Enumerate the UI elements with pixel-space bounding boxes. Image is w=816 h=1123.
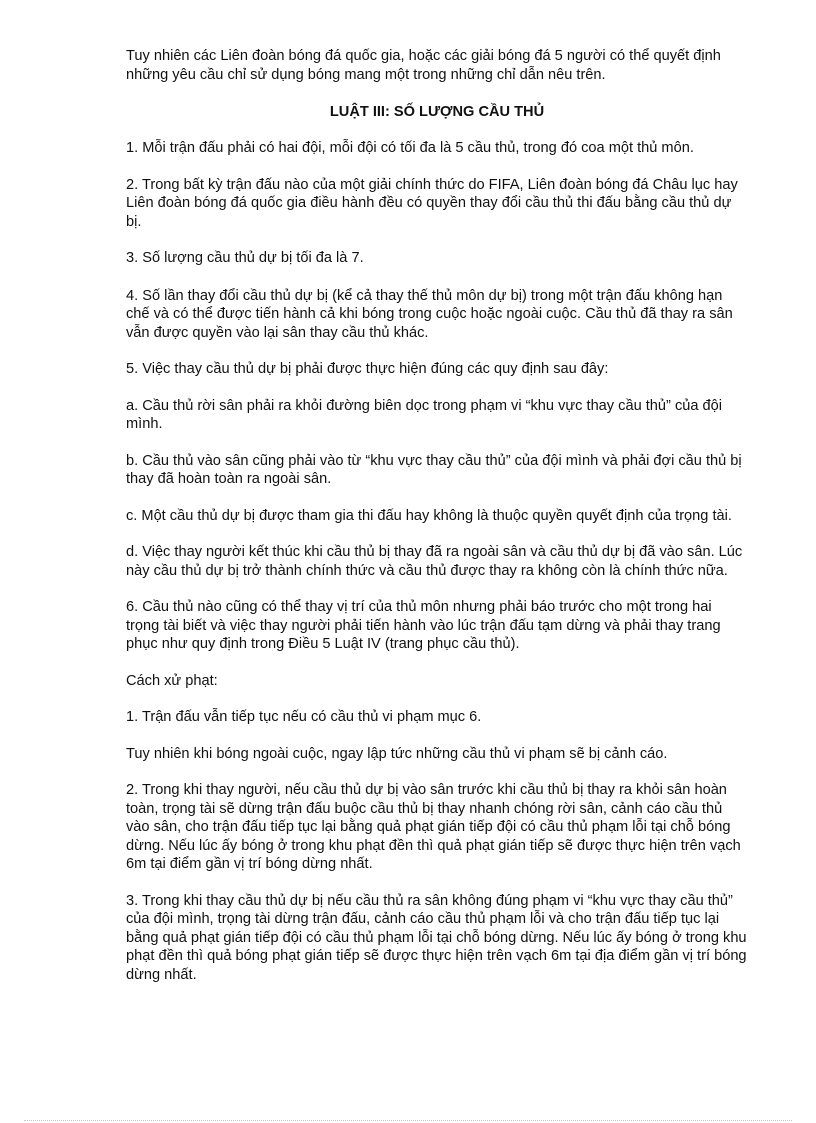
paragraph-5: 5. Việc thay cầu thủ dự bị phải được thực hiện đúng các quy định sau đây: xyxy=(126,361,609,377)
penalty-heading: Cách xử phạt: xyxy=(126,672,218,689)
paragraph-5d: d. Việc thay người kết thúc khi cầu thủ bị thay đã ra ngoài sân và cầu thủ dự bị đã vào sân. Lúc này cầu thủ dự bị trở thành chính thức và cầu thủ được thay ra không còn là chính thức nữa. xyxy=(126,544,743,579)
paragraph-1: 1. Mỗi trận đấu phải có hai đội, mỗi đội có tối đa là 5 cầu thủ, trong đó coa một thủ môn. xyxy=(126,140,694,156)
penalty-3: 3. Trong khi thay cầu thủ dự bị nếu cầu thủ ra sân không đúng phạm vi “khu vực thay cầu thủ” của đội mình, trọng tài dừng trận đấu, cảnh cáo cầu thủ phạm lỗi và cho trận đấu tiếp tục lại bằng quả phạt gián tiếp đội có cầu thủ phạm lỗi tại chỗ bóng dừng. Nếu lúc ấy bóng ở trong khu phạt đền thì quả bóng phạt gián tiếp sẽ được thực hiện trên vạch 6m tại địa điểm gần vị trí bóng dừng nhất. xyxy=(126,892,747,983)
document-page xyxy=(126,47,748,984)
paragraph-5a: a. Cầu thủ rời sân phải ra khỏi đường biên dọc trong phạm vi “khu vực thay cầu thủ” của đội mình. xyxy=(126,397,722,432)
penalty-1: 1. Trận đấu vẫn tiếp tục nếu có cầu thủ vi phạm mục 6. xyxy=(126,709,482,725)
paragraph-2: 2. Trong bất kỳ trận đấu nào của một giải chính thức do FIFA, Liên đoàn bóng đá Châu lục hay Liên đoàn bóng đá quốc gia điều hành đều có quyền thay đổi cầu thủ thi đấu bằng cầu thủ dự bị. xyxy=(126,176,738,230)
paragraph-4: 4. Số lần thay đổi cầu thủ dự bị (kể cả thay thế thủ môn dự bị) trong một trận đấu không hạn chế và có thể được tiến hành cả khi bóng trong cuộc hoặc ngoài cuộc. Cầu thủ đã thay ra sân vẫn được quyền vào lại sân thay cầu thủ khác. xyxy=(126,287,733,341)
page-bottom-divider xyxy=(24,1120,792,1121)
paragraph-5c: c. Một cầu thủ dự bị được tham gia thi đấu hay không là thuộc quyền quyết định của trọng tài. xyxy=(126,507,732,524)
intro-paragraph: Tuy nhiên các Liên đoàn bóng đá quốc gia, hoặc các giải bóng đá 5 người có thể quyết định những yêu cầu chỉ sử dụng bóng mang một trong những chỉ dẫn nêu trên. xyxy=(126,48,721,83)
paragraph-6: 6. Cầu thủ nào cũng có thể thay vị trí của thủ môn nhưng phải báo trước cho một trong hai trọng tài biết và việc thay người phải tiến hành vào lúc trận đấu tạm dừng và phải thay trang phục như quy định trong Điều 5 Luật IV (trang phục cầu thủ). xyxy=(126,599,721,652)
penalty-1-note: Tuy nhiên khi bóng ngoài cuộc, ngay lập tức những cầu thủ vi phạm sẽ bị cảnh cáo. xyxy=(126,745,668,762)
penalty-2: 2. Trong khi thay người, nếu cầu thủ dự bị vào sân trước khi cầu thủ bị thay ra khỏi sân hoàn toàn, trọng tài sẽ dừng trận đấu buộc cầu thủ bị thay nhanh chóng rời sân, cảnh cáo cầu thủ vào sân, cho trận đấu tiếp tục lại bằng quả phạt gián tiếp đội có cầu thủ phạm lỗi tại chỗ bóng dừng. Nếu lúc ấy bóng ở trong khu phạt đền thì quả phạt gián tiếp sẽ được thực hiện trên vạch 6m tại điểm gần vị trí bóng dừng nhất. xyxy=(126,782,741,872)
section-title: LUẬT III: SỐ LƯỢNG CẦU THỦ xyxy=(329,104,545,120)
paragraph-3: 3. Số lượng cầu thủ dự bị tối đa là 7. xyxy=(126,250,364,266)
paragraph-5b: b. Cầu thủ vào sân cũng phải vào từ “khu vực thay cầu thủ” của đội mình và phải đợi cầu thủ bị thay đã hoàn toàn ra ngoài sân. xyxy=(126,452,742,487)
